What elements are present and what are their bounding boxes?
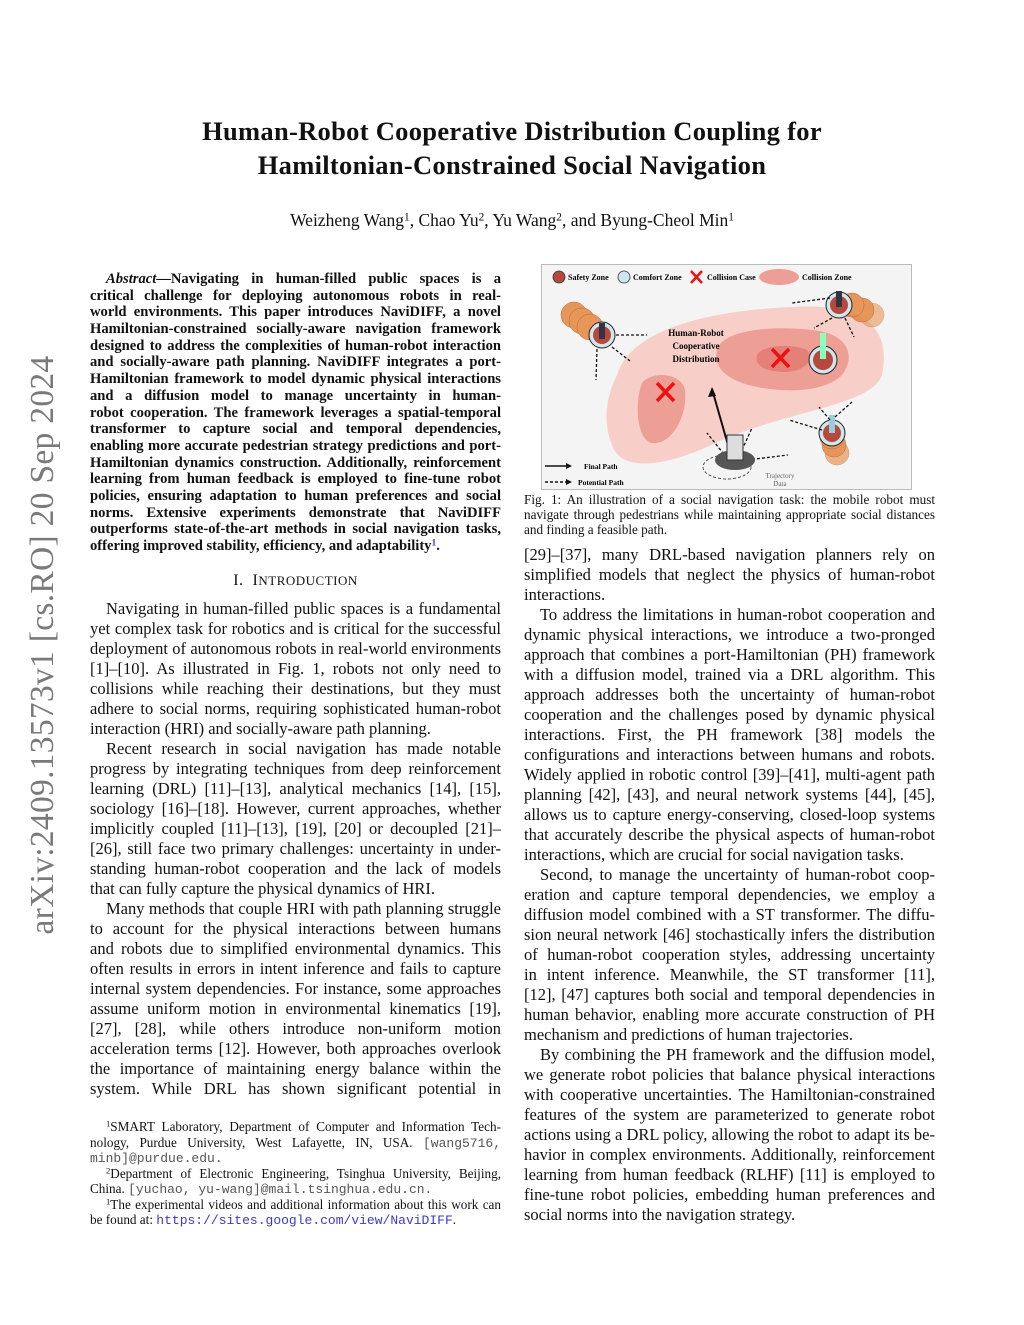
legend-potential-path: Potential Path — [578, 478, 624, 487]
text-line: sion neural network [46] stochastically infers the distribution — [524, 925, 935, 944]
text-line: navigate through pedestrians while maintaining appropriate social distances — [524, 507, 935, 522]
abstract-text: Navigating in human-filled public spaces is a — [170, 271, 501, 287]
arxiv-stamp: arXiv:2409.13573v1 [cs.RO] 20 Sep 2024 — [24, 355, 61, 935]
paragraph — [524, 605, 935, 865]
text-line: [29]–[37], many DRL-based navigation planners rely on — [524, 545, 935, 564]
period: . — [452, 1212, 457, 1227]
legend-collision-case: Collision Case — [707, 273, 756, 282]
abstract — [90, 271, 501, 555]
legend-comfort-zone: Comfort Zone — [633, 273, 682, 282]
pedestrian-icon — [819, 415, 845, 446]
text-line: transformer to capture social and temporal dependencies, — [90, 421, 501, 438]
text-line: Hamiltonian framework to model dynamic physical interactions — [90, 371, 501, 388]
separator: , and — [561, 210, 601, 230]
text-line: Many methods that couple HRI with path planning struggle — [106, 899, 501, 918]
text-line: yet complex task for robotics and is critical for the successful — [90, 619, 501, 638]
text-line: we generate robot policies that balance physical interactions — [524, 1065, 935, 1084]
text-line: Hamiltonian dynamics construction. Additionally, reinforcement — [90, 454, 501, 471]
footnote-text: The experimental videos and additional information about this work can — [110, 1196, 501, 1212]
safety-zone-legend-icon — [553, 271, 565, 283]
text-line: with a diffusion model, trained via a DRL algorithm. This — [524, 665, 935, 684]
center-label-1: Human-Robot — [668, 328, 724, 338]
text-line: world environments. This paper introduces NaviDIFF, a novel — [90, 304, 501, 321]
text-line: mechanism and predictions of human trajectories. — [524, 1025, 853, 1044]
text-line: and finding a feasible path. — [524, 522, 668, 537]
text-line: to account for the physical interactions between humans — [90, 919, 501, 938]
author-name: Yu Wang — [492, 210, 557, 230]
email: [yuchao, yu-wang]@mail.tsinghua.edu.cn. — [128, 1182, 433, 1197]
text-line: outperforms state-of-the-art methods in social navigation tasks, — [90, 521, 501, 538]
text-line: By combining the PH framework and the diffusion model, — [540, 1045, 935, 1064]
project-url-link[interactable]: https://sites.google.com/view/NaviDIFF — [156, 1213, 453, 1228]
text-line: system. While DRL has shown significant potential in — [90, 1079, 501, 1098]
legend-final-path: Final Path — [584, 462, 618, 471]
comfort-zone-legend-icon — [618, 271, 630, 283]
footnote-text: China. — [90, 1181, 125, 1196]
text-line: human behavior, enabling more accurate construction of PH — [524, 1005, 935, 1024]
text-line: configurations and interactions between humans and robots. — [524, 745, 935, 764]
footnote-mark: 1 — [106, 1196, 111, 1207]
text-line: learning (DRL) [11]–[13], analytical mechanics [14], [15], — [90, 779, 501, 798]
text-line: Navigating in human-filled public spaces is a fundamental — [106, 599, 501, 618]
paragraph — [90, 599, 501, 739]
center-label-2: Cooperative — [672, 341, 720, 351]
paragraph — [524, 545, 935, 605]
figure-caption — [524, 492, 935, 537]
text-line: dynamic physical interactions, we introduce a two-pronged — [524, 625, 935, 644]
paragraph — [524, 865, 935, 1045]
text-line: To address the limitations in human-robot cooperation and — [540, 605, 935, 624]
separator: , — [409, 210, 419, 230]
footnotes — [90, 1119, 501, 1228]
footnote-1-line-2 — [90, 1135, 501, 1151]
text-line: learning from human feedback is employed to fine-tune robot — [90, 471, 501, 488]
pedestrian-icon — [826, 291, 852, 318]
text-line: [12], [47] captures both social and temporal dependencies in — [524, 985, 935, 1004]
text-line: collisions while reaching their destinations, but they must — [90, 679, 501, 698]
text-line: deployment of autonomous robots in real-world environments — [90, 639, 501, 658]
figure-1 — [541, 264, 912, 490]
text-line: sociology [16]–[18]. However, current approaches, whether — [90, 799, 501, 818]
author-list — [0, 210, 1024, 231]
text-line: progress by integrating techniques from deep reinforcement — [90, 759, 501, 778]
text-line: implicitly coupled [11]–[13], [19], [20] or decoupled [21]– — [90, 819, 501, 838]
text-line: havior in complex environments. Additionally, reinforcement — [524, 1145, 935, 1164]
text-line: allows us to capture energy-conserving, closed-loop systems — [524, 805, 935, 824]
text-line: learning from human feedback (RLHF) [11] is employed to — [524, 1165, 935, 1184]
email: [wang5716, — [422, 1135, 501, 1150]
trajectory-data-label-1: Trajectory — [765, 472, 795, 480]
text-line: Second, to manage the uncertainty of human-robot coop- — [540, 865, 935, 884]
text-line: [27], [28], while others introduce non-uniform motion — [90, 1019, 501, 1038]
center-label-3: Distribution — [672, 354, 720, 364]
paragraph — [524, 1045, 935, 1225]
paragraph — [90, 899, 501, 1099]
text-line: interactions. — [524, 585, 606, 604]
collision-case-legend-icon — [691, 271, 702, 283]
text-line: interaction (HRI) and socially-aware path planning. — [90, 719, 431, 738]
text-line: social norms into the navigation strategy. — [524, 1205, 796, 1224]
text-line: acceleration terms [12]. However, both approaches overlook — [90, 1039, 501, 1058]
text-line: and a diffusion model to manage uncertainty in human- — [90, 387, 501, 404]
text-line: [1]–[10]. As illustrated in Fig. 1, robots not only need to — [90, 659, 501, 678]
email: minb]@purdue.edu — [90, 1151, 215, 1166]
legend-collision-zone: Collision Zone — [802, 273, 852, 282]
author-name: Byung-Cheol Min — [600, 210, 729, 230]
abstract-label: Abstract — [106, 271, 157, 287]
abstract-body — [90, 288, 501, 538]
text-line: cooperation and the challenges posed by dynamic physical — [524, 705, 935, 724]
text-line: often results in errors in intent inference and fails to capture — [90, 959, 501, 978]
text-line: internal system dependencies. For instance, some approaches — [90, 979, 501, 998]
text-line: and socially-aware path planning. NaviDIFF integrates a port- — [90, 354, 501, 371]
text-line: adhere to social norms, requiring sophisticated human-robot — [90, 699, 501, 718]
text-line: Fig. 1: An illustration of a social navigation task: the mobile robot must — [524, 492, 935, 507]
footnote-text: Department of Electronic Engineering, Tsinghua University, Beijing, — [110, 1165, 501, 1181]
legend-safety-zone: Safety Zone — [568, 273, 609, 282]
trajectory-data-label-2: Data — [773, 480, 787, 488]
footnote-2 — [90, 1166, 501, 1182]
text-line: interactions. First, the PH framework [38] models the — [524, 725, 935, 744]
section-heading-introduction — [90, 571, 501, 591]
text-line: fine-tune robot policies, embedding human preferences and — [524, 1185, 935, 1204]
footnote-1 — [90, 1119, 501, 1135]
text-line: policies, ensuring adaptation to human preferences and social — [90, 487, 501, 504]
footnote-mark: 2 — [106, 1165, 111, 1176]
text-line: planning [42], [43], and neural network systems [44], [45], — [524, 785, 935, 804]
text-line: that can fully capture the physical dynamics of HRI. — [90, 879, 436, 898]
author-name: Chao Yu — [418, 210, 479, 230]
text-line: simplified models that neglect the physics of human-robot — [524, 565, 935, 584]
footnote-3-line-2 — [90, 1212, 501, 1228]
period: . — [436, 538, 440, 554]
affiliation-mark: 1 — [728, 211, 734, 224]
abstract-last-line — [90, 538, 501, 555]
text-line: actions using a DRL policy, allowing the robot to adapt its be- — [524, 1125, 935, 1144]
collision-zone-legend-icon — [759, 269, 799, 285]
text-line: that accurately describe the physical aspects of human-robot — [524, 825, 935, 844]
author-name: Weizheng Wang — [290, 210, 405, 230]
text-line: and robots due to simplified environmental dynamics. This — [90, 939, 501, 958]
text-line: approach that combines a port-Hamiltonian (PH) framework — [524, 645, 935, 664]
text-line: norms. Extensive experiments demonstrate that NaviDIFF — [90, 504, 501, 521]
footnote-2-line-2 — [90, 1181, 501, 1197]
footnote-3 — [90, 1197, 501, 1213]
text-line: approach addresses both the uncertainty of human-robot — [524, 685, 935, 704]
section-number: I. — [233, 572, 244, 589]
footnote-mark: 1 — [106, 1119, 111, 1129]
paper-title-line-2: Hamiltonian-Constrained Social Navigation — [257, 150, 767, 180]
text-line: Recent research in social navigation has made notable — [106, 739, 501, 758]
text-line: features of the system are parameterized to generate robot — [524, 1105, 935, 1124]
footnote-text: nology, Purdue University, West Lafayette, IN, USA. — [90, 1134, 413, 1150]
text-line: in intent inference. Meanwhile, the ST transformer [11], — [524, 965, 935, 984]
text-line: diffusion model combined with a ST transformer. The diffu- — [524, 905, 935, 924]
text-line: Hamiltonian-constrained socially-aware navigation framework — [90, 321, 501, 338]
affiliation-mark: 2 — [478, 211, 485, 224]
affiliation-mark: 1 — [404, 211, 410, 224]
affiliation-mark: 2 — [556, 211, 562, 224]
text-line: enabling more accurate pedestrian strategy predictions and port- — [90, 437, 501, 454]
footnote-mark[interactable]: 1 — [431, 538, 437, 549]
section-title-rest: NTRODUCTION — [258, 573, 358, 588]
text-line: Widely applied in robotic control [39]–[41], multi-agent path — [524, 765, 935, 784]
paragraph — [90, 739, 501, 899]
text-line: of human-robot cooperation styles, addressing uncertainty — [524, 945, 935, 964]
right-column-text — [524, 545, 935, 1225]
period: . — [214, 1151, 223, 1166]
text-line: assume uniform motion in environmental kinematics [19], — [90, 999, 501, 1018]
text-line: interactions, which are crucial for social navigation tasks. — [524, 845, 904, 864]
left-column-text — [90, 599, 501, 1099]
text-line: designed to address the complexities of human-robot interaction — [90, 337, 501, 354]
text-line: the importance of maintaining energy balance within the — [90, 1059, 501, 1078]
footnote-1-line-3 — [90, 1150, 501, 1166]
footnote-text: be found at: — [90, 1212, 153, 1227]
abstract-text: offering improved stability, efficiency, and adaptability — [90, 538, 432, 554]
section-title-initial: I — [252, 572, 259, 589]
text-line: critical challenge for deploying autonomous robots in real- — [90, 287, 501, 304]
separator: , — [484, 210, 493, 230]
text-line: [26], still face two primary challenges: uncertainty in under- — [90, 839, 501, 858]
abstract-first-line — [90, 271, 501, 288]
text-line: robot cooperation. The framework leverages a spatial-temporal — [90, 404, 501, 421]
footnote-text: SMART Laboratory, Department of Computer and Information Tech- — [110, 1119, 501, 1134]
text-line: with cooperative uncertainties. The Hamiltonian-constrained — [524, 1085, 935, 1104]
pedestrian-icon — [589, 322, 615, 348]
text-line: eration and capture temporal dependencies, we employ a — [524, 885, 935, 904]
text-line: standing human-robot cooperation and the lack of models — [90, 859, 501, 878]
dash: — — [156, 271, 171, 287]
paper-title-line-1: Human-Robot Cooperative Distribution Coupling for — [202, 116, 822, 146]
